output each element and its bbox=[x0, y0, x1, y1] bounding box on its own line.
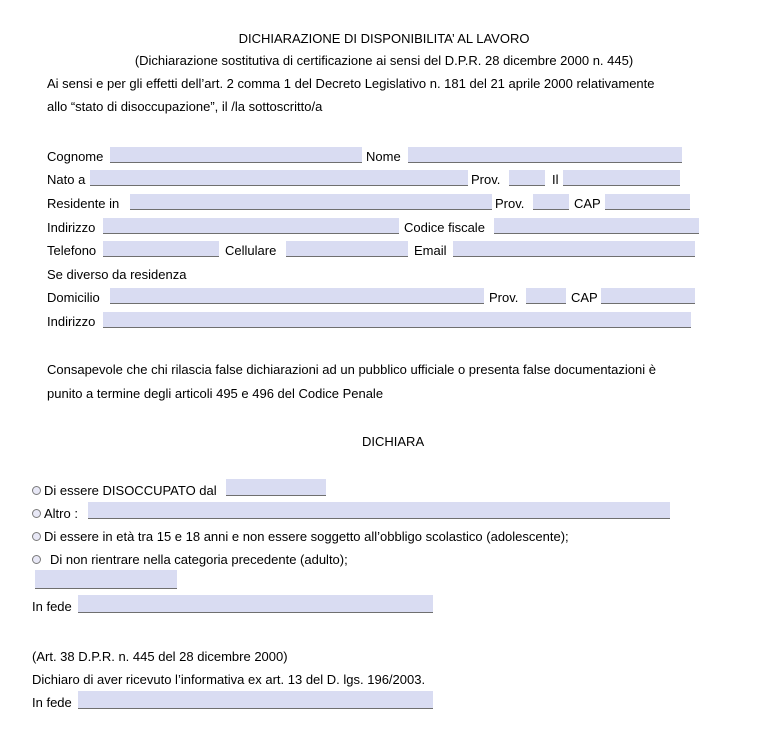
option-adolescente-label: Di essere in età tra 15 e 18 anni e non essere soggetto all’obbligo scolastico (adolescente); bbox=[44, 529, 569, 544]
data-nascita-field[interactable] bbox=[563, 170, 680, 186]
nome-field[interactable] bbox=[408, 147, 682, 163]
disoccupato-dal-field[interactable] bbox=[226, 479, 326, 496]
il-label: Il bbox=[552, 172, 559, 187]
email-field[interactable] bbox=[453, 241, 695, 257]
warning-text: Consapevole che chi rilascia false dichiarazioni ad un pubblico ufficiale o presenta false documentazioni è bbox=[47, 362, 656, 377]
option-altro-label: Altro : bbox=[44, 506, 78, 521]
indirizzo-domicilio-field[interactable] bbox=[103, 312, 691, 328]
prov-residenza-field[interactable] bbox=[533, 194, 569, 210]
nome-label: Nome bbox=[366, 149, 401, 164]
residente-in-field[interactable] bbox=[130, 194, 492, 210]
nato-a-field[interactable] bbox=[90, 170, 468, 186]
prov-nascita-field[interactable] bbox=[509, 170, 545, 186]
cap-domicilio-field[interactable] bbox=[601, 288, 695, 304]
informativa-text: Dichiaro di aver ricevuto l’informativa ex art. 13 del D. lgs. 196/2003. bbox=[32, 672, 426, 687]
in-fede-label: In fede bbox=[32, 599, 72, 614]
radio-adolescente[interactable] bbox=[32, 532, 41, 541]
adulto-field[interactable] bbox=[35, 570, 177, 589]
dichiara-heading: DICHIARA bbox=[362, 434, 425, 449]
prov-domicilio-field[interactable] bbox=[526, 288, 566, 304]
telefono-label: Telefono bbox=[47, 243, 97, 258]
in-fede-field[interactable] bbox=[78, 595, 433, 613]
in-fede-privacy-field[interactable] bbox=[78, 691, 433, 709]
radio-disoccupato[interactable] bbox=[32, 486, 41, 495]
cellulare-label: Cellulare bbox=[225, 243, 277, 258]
nato-a-label: Nato a bbox=[47, 172, 86, 187]
prov-label: Prov. bbox=[471, 172, 501, 187]
radio-altro[interactable] bbox=[32, 509, 41, 518]
indirizzo-label: Indirizzo bbox=[47, 314, 96, 329]
prov-label: Prov. bbox=[495, 196, 525, 211]
telefono-field[interactable] bbox=[103, 241, 219, 257]
prov-label: Prov. bbox=[489, 290, 519, 305]
warning-text: punito a termine degli articoli 495 e 496 del Codice Penale bbox=[47, 386, 384, 401]
intro-text: allo “stato di disoccupazione”, il /la sottoscritto/a bbox=[47, 99, 323, 114]
cap-label: CAP bbox=[571, 290, 598, 305]
option-adulto-label: Di non rientrare nella categoria precedente (adulto); bbox=[50, 552, 348, 567]
document-title: DICHIARAZIONE DI DISPONIBILITA’ AL LAVORO bbox=[238, 31, 530, 46]
option-disoccupato-label: Di essere DISOCCUPATO dal bbox=[44, 483, 217, 498]
email-label: Email bbox=[414, 243, 447, 258]
indirizzo-field[interactable] bbox=[103, 218, 399, 234]
document-subtitle: (Dichiarazione sostitutiva di certificazione ai sensi del D.P.R. 28 dicembre 2000 n. 445) bbox=[134, 53, 634, 68]
se-diverso-label: Se diverso da residenza bbox=[47, 267, 187, 282]
cellulare-field[interactable] bbox=[286, 241, 408, 257]
domicilio-field[interactable] bbox=[110, 288, 484, 304]
radio-adulto[interactable] bbox=[32, 555, 41, 564]
codice-fiscale-label: Codice fiscale bbox=[404, 220, 485, 235]
cognome-field[interactable] bbox=[110, 147, 362, 163]
in-fede-label: In fede bbox=[32, 695, 72, 710]
cognome-label: Cognome bbox=[47, 149, 104, 164]
intro-text: Ai sensi e per gli effetti dell’art. 2 comma 1 del Decreto Legislativo n. 181 del 21 aprile 2000 relativamente bbox=[47, 76, 655, 91]
domicilio-label: Domicilio bbox=[47, 290, 100, 305]
cap-residenza-field[interactable] bbox=[605, 194, 690, 210]
indirizzo-label: Indirizzo bbox=[47, 220, 96, 235]
codice-fiscale-field[interactable] bbox=[494, 218, 699, 234]
residente-in-label: Residente in bbox=[47, 196, 120, 211]
art-reference: (Art. 38 D.P.R. n. 445 del 28 dicembre 2000) bbox=[32, 649, 288, 664]
cap-label: CAP bbox=[574, 196, 601, 211]
altro-field[interactable] bbox=[88, 502, 670, 519]
